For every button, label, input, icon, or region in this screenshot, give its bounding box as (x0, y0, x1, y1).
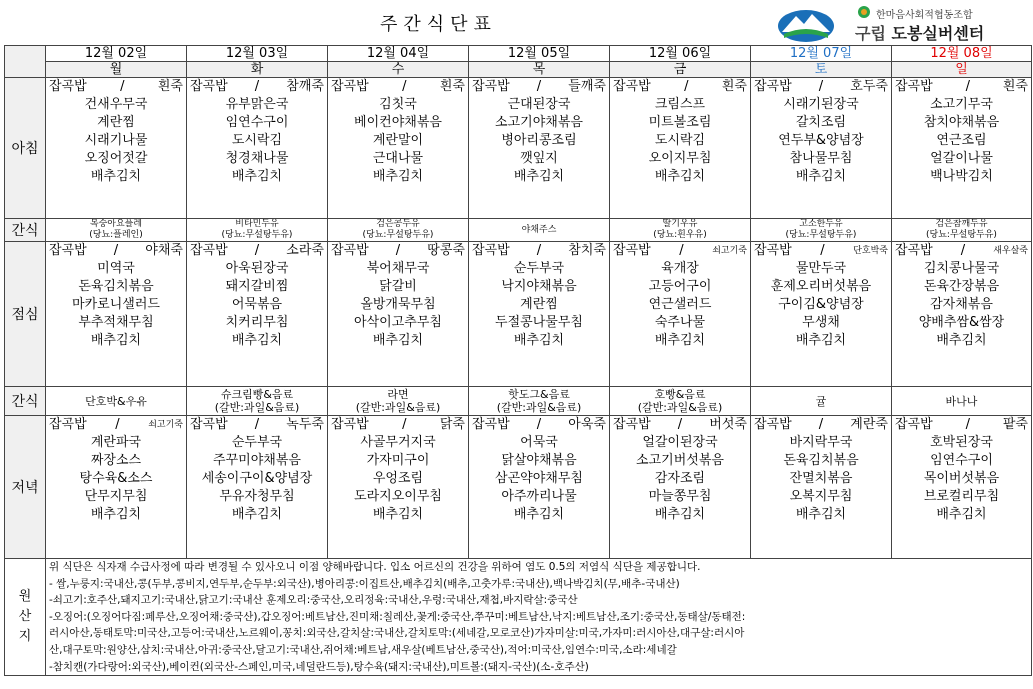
meal-head (187, 242, 327, 260)
weekday-cell: 일 (892, 62, 1032, 78)
menu-item: 세송이구이&양념장 (201, 471, 313, 486)
snack_pm-cell (469, 387, 610, 416)
meal-head (46, 242, 186, 260)
menu-item: 배추김치 (795, 507, 847, 522)
snack_am-cell (892, 219, 1032, 242)
menu-item: 배추김치 (231, 169, 283, 184)
menu-item: 돈육김치볶음 (78, 279, 154, 294)
menu-item: 소고기버섯볶음 (636, 453, 724, 468)
dinner-cell (751, 416, 892, 559)
dinner-cell (187, 416, 328, 559)
menu-item: 호박된장국 (930, 435, 993, 450)
menu-item: 어묵국 (520, 435, 558, 450)
meal-rice: 잡곡밥 (895, 417, 933, 432)
menu-item: 브로컬리무침 (923, 489, 1000, 504)
snack-name: 핫도그&음료 (508, 388, 570, 401)
menu-item: 배추김치 (513, 507, 565, 522)
meal-rice: 잡곡밥 (754, 243, 792, 258)
menu-item: 베이컨야채볶음 (354, 115, 442, 130)
date-cell: 12월 07일 (751, 46, 892, 62)
meal-slash: / (395, 243, 401, 258)
meal-slash: / (677, 417, 683, 432)
menu-item: 근대된장국 (507, 97, 571, 112)
weekday-cell: 수 (328, 62, 469, 78)
snack_am-cell (328, 219, 469, 242)
menu-item: 바지락무국 (789, 435, 853, 450)
meal-head (610, 416, 750, 434)
menu-item: 배추김치 (90, 507, 142, 522)
meal-alt: 참깨죽 (286, 79, 324, 94)
meal-slash: / (115, 417, 120, 432)
menu-item: 얼갈이된장국 (642, 435, 718, 450)
menu-item: 오이지무침 (648, 151, 712, 166)
menu-item: 삼곤약야채무침 (495, 471, 583, 486)
menu-item: 계란말이 (372, 133, 424, 148)
meal-alt: 땅콩죽 (427, 243, 465, 258)
menu-item: 임연수구이 (225, 115, 289, 130)
meal-alt: 버섯죽 (709, 417, 747, 432)
menu-item: 탕수육&소스 (79, 471, 153, 486)
org-name-prefix: 구립 (855, 24, 886, 43)
menu-item: 가자미구이 (366, 453, 430, 468)
title-bar (0, 0, 1033, 44)
menu-item: 오복지무침 (789, 489, 853, 504)
meal-alt: 소라죽 (286, 243, 324, 258)
meal-alt: 야채죽 (145, 243, 183, 258)
snack_pm-cell (751, 387, 892, 416)
menu-item: 북어채무국 (366, 261, 430, 276)
menu-item: 배추김치 (231, 333, 283, 348)
origin-line: -참치캔(가다랑어:외국산),베이컨(외국산-스페인,미국,네덜란드등),탕수육(돼지:국내산),미트볼:(돼지-국산)(소-호주산) (49, 660, 589, 673)
menu-item: 배추김치 (654, 333, 706, 348)
meal-slash: / (965, 417, 970, 432)
meal-head (751, 242, 891, 260)
meal-slash: / (113, 243, 119, 258)
date-row (5, 46, 1032, 62)
snack_am-label: 간식 (5, 219, 46, 242)
meal-head (610, 242, 750, 260)
meal-head (610, 78, 750, 96)
snack_pm-cell (892, 387, 1032, 416)
dinner-cell (892, 416, 1032, 559)
meal-alt: 흰죽 (721, 79, 747, 94)
snack-note: (갈반:과일&음료) (355, 401, 441, 414)
snack-name: 귤 (815, 394, 827, 408)
meal-rice: 잡곡밥 (613, 243, 651, 258)
lunch-row (5, 242, 1032, 387)
meal-alt: 호두죽 (850, 79, 888, 94)
menu-item: 배추김치 (654, 507, 706, 522)
meal-slash: / (402, 417, 407, 432)
meal-head (328, 78, 468, 96)
meal-rice: 잡곡밥 (895, 243, 933, 258)
menu-item: 물만두국 (795, 261, 847, 276)
menu-item: 크림스프 (654, 97, 706, 112)
weekly-menu-table (4, 45, 1032, 676)
breakfast-row (5, 78, 1032, 219)
menu-item: 소고기무국 (930, 97, 993, 112)
menu-item: 아삭이고추무침 (354, 315, 442, 330)
breakfast-cell (46, 78, 187, 219)
meal-head (469, 416, 609, 434)
meal-alt: 아욱죽 (568, 417, 606, 432)
snack-name: 슈크림빵&음료 (220, 388, 294, 401)
lunch-cell (328, 242, 469, 387)
meal-alt: 닭죽 (439, 417, 465, 432)
menu-item: 갈치조림 (795, 115, 847, 130)
menu-item: 닭갈비 (379, 279, 417, 294)
meal-head (892, 78, 1031, 96)
lunch-label: 점심 (5, 242, 46, 387)
menu-item: 근대나물 (372, 151, 424, 166)
menu-item: 배추김치 (936, 507, 987, 522)
menu-item: 고등어구이 (648, 279, 712, 294)
menu-item: 짜장소스 (90, 453, 142, 468)
date-cell: 12월 03일 (187, 46, 328, 62)
menu-item: 올방개묵무침 (360, 297, 436, 312)
lunch-cell (469, 242, 610, 387)
origin-row (5, 559, 1032, 676)
snack-name: 비타민두유 (235, 219, 279, 229)
meal-rice: 잡곡밥 (331, 417, 369, 432)
weekday-cell: 월 (46, 62, 187, 78)
menu-item: 병아리콩조림 (501, 133, 577, 148)
meal-slash: / (965, 79, 970, 94)
meal-head (469, 242, 609, 260)
meal-alt: 쇠고기죽 (148, 420, 183, 430)
menu-item: 두절콩나물무침 (495, 315, 583, 330)
weekday-cell: 금 (610, 62, 751, 78)
meal-head (892, 242, 1031, 260)
meal-alt: 참치죽 (568, 243, 606, 258)
lunch-cell (751, 242, 892, 387)
meal-slash: / (120, 79, 125, 94)
meal-slash: / (818, 417, 824, 432)
menu-item: 배추김치 (90, 333, 142, 348)
menu-item: 순두부국 (231, 435, 283, 450)
meal-head (751, 78, 891, 96)
meal-rice: 잡곡밥 (190, 243, 228, 258)
snack-name: 검은참깨두유 (935, 219, 988, 229)
org-name-main: 도봉실버센터 (891, 24, 985, 43)
menu-item: 배추김치 (372, 507, 424, 522)
origin-line: 산,대구토막:원양산,삼치:국내산,아귀:중국산,달고기:국내산,쥐어채:베트남,새우살(베트남산,중국산),적어:미국산,임연수:미국,소라:세네갈 (49, 643, 677, 656)
menu-item: 배추김치 (513, 169, 565, 184)
menu-item: 계란찜 (520, 297, 558, 312)
meal-head (751, 416, 891, 434)
meal-rice: 잡곡밥 (331, 79, 369, 94)
snack_am-cell (187, 219, 328, 242)
menu-item: 김칫국 (379, 97, 417, 112)
menu-item: 소고기야채볶음 (495, 115, 583, 130)
meal-slash: / (536, 79, 542, 94)
snack-note: (갈반:과일&음료) (496, 401, 582, 414)
meal-alt: 새우살죽 (993, 246, 1028, 256)
snack_pm-cell (328, 387, 469, 416)
menu-item: 오징어젓갈 (84, 151, 148, 166)
meal-slash: / (254, 417, 260, 432)
snack_am-cell (469, 219, 610, 242)
meal-head (187, 78, 327, 96)
lunch-cell (46, 242, 187, 387)
menu-item: 마늘쫑무침 (648, 489, 712, 504)
menu-item: 계란파국 (90, 435, 142, 450)
menu-item: 무유자청무침 (219, 489, 295, 504)
breakfast-cell (892, 78, 1032, 219)
snack_pm-row (5, 387, 1032, 416)
menu-item: 치커리무침 (225, 315, 289, 330)
meal-head (328, 242, 468, 260)
menu-item: 순두부국 (513, 261, 565, 276)
origin-line: 러시아산,동태토막:미국산,고등어:국내산,노르웨이,꽁치:외국산,갈치살:국내산,갈치토막:(세네갈,모로코산)가자미살:미국,가자미:러시아산,대구살:러시아 (49, 627, 745, 640)
menu-item: 감자조림 (654, 471, 706, 486)
weekday-cell: 화 (187, 62, 328, 78)
menu-item: 구이김&양념장 (778, 297, 864, 312)
breakfast-label: 아침 (5, 78, 46, 219)
snack-note: (갈반:과일&음료) (637, 401, 723, 414)
dinner-row (5, 416, 1032, 559)
snack-name: 호빵&음료 (654, 388, 706, 401)
dinner-cell (46, 416, 187, 559)
menu-item: 육개장 (661, 261, 699, 276)
meal-rice: 잡곡밥 (190, 79, 228, 94)
menu-item: 배추김치 (231, 507, 283, 522)
menu-item: 우엉조림 (372, 471, 424, 486)
org-subtitle: 한마음사회적협동조합 (876, 10, 973, 21)
menu-item: 도시락김 (231, 133, 283, 148)
meal-head (469, 78, 609, 96)
breakfast-cell (751, 78, 892, 219)
snack_am-cell (610, 219, 751, 242)
meal-rice: 잡곡밥 (613, 417, 651, 432)
snack-name: 야채주스 (521, 224, 557, 235)
menu-item: 배추김치 (795, 169, 847, 184)
meal-slash: / (960, 243, 966, 258)
lunch-cell (892, 242, 1032, 387)
meal-alt: 흰죽 (157, 79, 183, 94)
menu-item: 도시락김 (654, 133, 706, 148)
dinner-cell (610, 416, 751, 559)
origin-line: 위 식단은 식자재 수급사정에 따라 변경될 수 있사오니 이점 양해바랍니다. 입소 어르신의 건강을 위하여 염도 0.5의 저염식 식단을 제공합니다. (49, 561, 701, 573)
menu-item: 마카로니샐러드 (72, 297, 160, 312)
meal-slash: / (536, 243, 542, 258)
meal-slash: / (536, 417, 542, 432)
breakfast-cell (610, 78, 751, 219)
menu-item: 미역국 (97, 261, 135, 276)
snack-name: 딸기우유 (662, 219, 698, 229)
meal-head (187, 416, 327, 434)
meal-head (328, 416, 468, 434)
menu-item: 연근샐러드 (648, 297, 712, 312)
origin-line: -오징어:(오징어다짐:페루산,오징어채:중국산),갑오징어:베트남산,진미채:칠레산,꽃게:중국산,쭈꾸미:베트남산,낙지:베트남산,조기:중국산,동태살/동태전: (49, 610, 746, 623)
meal-head (46, 416, 186, 434)
menu-item: 주꾸미야채볶음 (213, 453, 301, 468)
menu-item: 청경채나물 (225, 151, 289, 166)
breakfast-cell (187, 78, 328, 219)
meal-alt: 팥죽 (1002, 417, 1028, 432)
menu-item: 감자채볶음 (930, 297, 993, 312)
meal-rice: 잡곡밥 (472, 79, 510, 94)
meal-slash: / (679, 243, 684, 258)
menu-item: 김치콩나물국 (923, 261, 1000, 276)
menu-item: 배추김치 (795, 333, 847, 348)
menu-item: 배추김치 (936, 333, 987, 348)
menu-item: 훈제오리버섯볶음 (770, 279, 872, 294)
snack-name: 검은콩두유 (376, 219, 420, 229)
snack-note: (당뇨:무설탕두유) (926, 230, 997, 240)
menu-item: 배추김치 (90, 169, 142, 184)
menu-item: 배추김치 (372, 333, 424, 348)
menu-item: 연두부&양념장 (778, 133, 864, 148)
origin-label (5, 559, 46, 676)
meal-slash: / (254, 79, 260, 94)
menu-item: 아욱된장국 (225, 261, 289, 276)
meal-alt: 흰죽 (439, 79, 465, 94)
meal-slash: / (820, 243, 825, 258)
menu-item: 연근조림 (936, 133, 987, 148)
meal-slash: / (254, 243, 260, 258)
snack_pm-cell (610, 387, 751, 416)
breakfast-cell (469, 78, 610, 219)
menu-item: 아주까리나물 (501, 489, 577, 504)
menu-item: 사골무거지국 (360, 435, 436, 450)
menu-item: 계란찜 (97, 115, 135, 130)
weekday-row (5, 62, 1032, 78)
meal-rice: 잡곡밥 (49, 243, 87, 258)
breakfast-cell (328, 78, 469, 219)
snack-note: (당뇨:흰우유) (653, 230, 707, 240)
menu-item: 얼갈이나물 (930, 151, 993, 166)
snack_am-row (5, 219, 1032, 242)
meal-rice: 잡곡밥 (49, 79, 87, 94)
page-title: 주간식단표 (380, 14, 497, 35)
snack-note: (당뇨:플레인) (89, 230, 143, 240)
lunch-cell (187, 242, 328, 387)
meal-head (892, 416, 1031, 434)
menu-item: 잔멸치볶음 (789, 471, 853, 486)
snack-name: 복숭아요플레 (89, 219, 143, 229)
weekday-cell: 목 (469, 62, 610, 78)
date-cell: 12월 08일 (892, 46, 1032, 62)
menu-item: 건새우무국 (84, 97, 148, 112)
meal-alt: 단호박죽 (853, 246, 888, 256)
meal-slash: / (684, 79, 689, 94)
dinner-cell (469, 416, 610, 559)
meal-alt: 계란죽 (850, 417, 888, 432)
snack-name: 고소한두유 (799, 219, 843, 229)
menu-item: 백나박김치 (930, 169, 993, 184)
menu-item: 무생채 (802, 315, 840, 330)
coop-leaf-icon (856, 5, 872, 19)
snack-note: (갈반:과일&음료) (214, 401, 300, 414)
meal-rice: 잡곡밥 (472, 243, 510, 258)
snack-note: (당뇨:무설탕두유) (362, 230, 434, 240)
snack-name: 라면 (387, 388, 409, 401)
date-cell: 12월 05일 (469, 46, 610, 62)
meal-alt: 쇠고기죽 (712, 246, 747, 256)
dinner-label: 저녁 (5, 416, 46, 559)
menu-item: 참나물무침 (789, 151, 853, 166)
snack-name: 단호박&우유 (85, 394, 147, 408)
snack-note: (당뇨:무설탕두유) (221, 230, 293, 240)
meal-head (46, 78, 186, 96)
menu-item: 돈육간장볶음 (923, 279, 1000, 294)
menu-item: 양배추쌈&쌈장 (918, 315, 1005, 330)
origin-text (46, 559, 1032, 676)
meal-alt: 들깨죽 (568, 79, 606, 94)
snack_pm-cell (46, 387, 187, 416)
date-cell: 12월 06일 (610, 46, 751, 62)
corner-cell (5, 46, 46, 78)
date-cell: 12월 02일 (46, 46, 187, 62)
menu-item: 시래기된장국 (783, 97, 859, 112)
menu-item: 임연수구이 (930, 453, 993, 468)
meal-rice: 잡곡밥 (472, 417, 510, 432)
meal-rice: 잡곡밥 (613, 79, 651, 94)
weekday-cell: 토 (751, 62, 892, 78)
menu-item: 부추적채무침 (78, 315, 154, 330)
meal-alt: 흰죽 (1002, 79, 1028, 94)
origin-label-text: 원산지 (18, 589, 32, 645)
snack_am-cell (751, 219, 892, 242)
snack_pm-cell (187, 387, 328, 416)
meal-rice: 잡곡밥 (754, 417, 792, 432)
meal-alt: 녹두죽 (286, 417, 324, 432)
menu-item: 닭살야채볶음 (501, 453, 577, 468)
dinner-cell (328, 416, 469, 559)
menu-item: 도라지오이무침 (354, 489, 442, 504)
date-cell: 12월 04일 (328, 46, 469, 62)
lunch-cell (610, 242, 751, 387)
snack_pm-label: 간식 (5, 387, 46, 416)
menu-item: 돼지갈비찜 (225, 279, 289, 294)
menu-item: 배추김치 (513, 333, 565, 348)
mountain-logo-icon (776, 4, 836, 42)
snack_am-cell (46, 219, 187, 242)
meal-rice: 잡곡밥 (190, 417, 228, 432)
origin-line: - 쌀,누룽지:국내산,콩(두부,콩비지,연두부,순두부:외국산),병아리콩:이집트산,배추김치(배추,고춧가루:국내산),백나박김치(무,배추-국내산) (49, 577, 680, 590)
meal-slash: / (402, 79, 407, 94)
menu-item: 어묵볶음 (231, 297, 283, 312)
snack-name: 바나나 (945, 394, 978, 408)
menu-item: 깻잎지 (520, 151, 558, 166)
menu-item: 참치야채볶음 (923, 115, 1000, 130)
menu-item: 배추김치 (372, 169, 424, 184)
meal-rice: 잡곡밥 (331, 243, 369, 258)
meal-slash: / (818, 79, 824, 94)
meal-rice: 잡곡밥 (754, 79, 792, 94)
menu-item: 미트볼조림 (648, 115, 712, 130)
menu-item: 시래기나물 (84, 133, 148, 148)
origin-line: -쇠고기:호주산,돼지고기:국내산,닭고기:국내산 훈제오리:중국산,오리정육:국내산,우렁:국내산,재첩,바지락살:중국산 (49, 594, 578, 607)
snack-note: (당뇨:무설탕두유) (785, 230, 857, 240)
menu-item: 단무지무침 (84, 489, 148, 504)
menu-item: 배추김치 (654, 169, 706, 184)
meal-rice: 잡곡밥 (895, 79, 933, 94)
menu-item: 돈육김치볶음 (783, 453, 859, 468)
menu-item: 목이버섯볶음 (923, 471, 1000, 486)
menu-item: 낙지야채볶음 (501, 279, 577, 294)
org-name (855, 21, 984, 44)
meal-rice: 잡곡밥 (49, 417, 87, 432)
menu-item: 숙주나물 (654, 315, 706, 330)
menu-item: 유부맑은국 (225, 97, 289, 112)
